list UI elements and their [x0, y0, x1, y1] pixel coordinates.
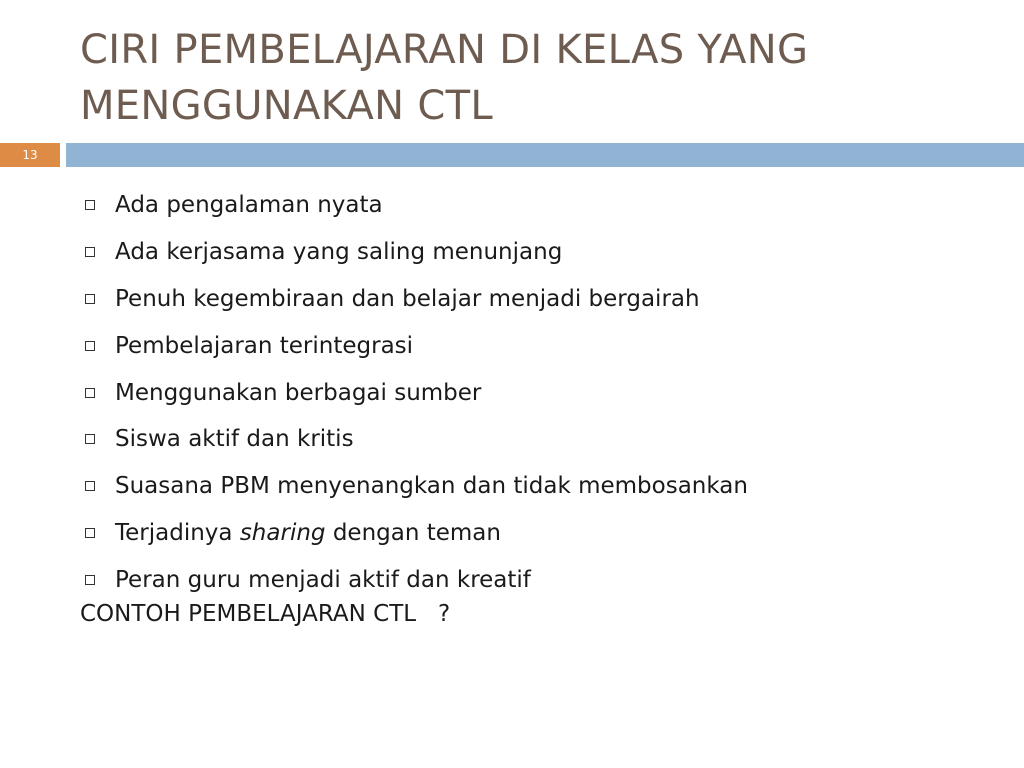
bullet-text-before: Terjadinya — [115, 519, 240, 546]
bullet-text-emphasis: sharing — [239, 519, 326, 546]
list-item — [80, 229, 980, 276]
bullet-text-after: dengan teman — [325, 519, 501, 546]
list-item — [80, 510, 980, 557]
square-bullet-icon — [85, 528, 95, 538]
bullet-text: Siswa aktif dan kritis — [115, 426, 354, 453]
accent-bar — [66, 143, 1024, 167]
bullet-list — [80, 182, 980, 603]
slide-title: CIRI PEMBELAJARAN DI KELAS YANG MENGGUNAKAN CTL — [80, 27, 809, 129]
list-item — [80, 182, 980, 229]
slide-number-badge: 13 — [0, 143, 60, 167]
square-bullet-icon — [85, 434, 95, 444]
list-item — [80, 322, 980, 369]
square-bullet-icon — [85, 200, 95, 210]
bullet-text: Ada pengalaman nyata — [115, 192, 383, 219]
bullet-text: Peran guru menjadi aktif dan kreatif — [115, 566, 531, 593]
square-bullet-icon — [85, 388, 95, 398]
square-bullet-icon — [85, 247, 95, 257]
bullet-text: Pembelajaran terintegrasi — [115, 332, 414, 359]
list-item — [80, 556, 980, 603]
example-prompt-line: CONTOH PEMBELAJARAN CTL ? — [80, 601, 451, 627]
list-item — [80, 416, 980, 463]
square-bullet-icon — [85, 341, 95, 351]
list-item — [80, 276, 980, 323]
bullet-text: Menggunakan berbagai sumber — [115, 379, 482, 406]
bullet-text: Penuh kegembiraan dan belajar menjadi bergairah — [115, 285, 700, 312]
square-bullet-icon — [85, 294, 95, 304]
square-bullet-icon — [85, 575, 95, 585]
bullet-text: Ada kerjasama yang saling menunjang — [115, 239, 563, 266]
list-item — [80, 463, 980, 510]
list-item — [80, 369, 980, 416]
bullet-text: Suasana PBM menyenangkan dan tidak membosankan — [115, 473, 748, 500]
square-bullet-icon — [85, 481, 95, 491]
bullet-text — [115, 520, 501, 546]
